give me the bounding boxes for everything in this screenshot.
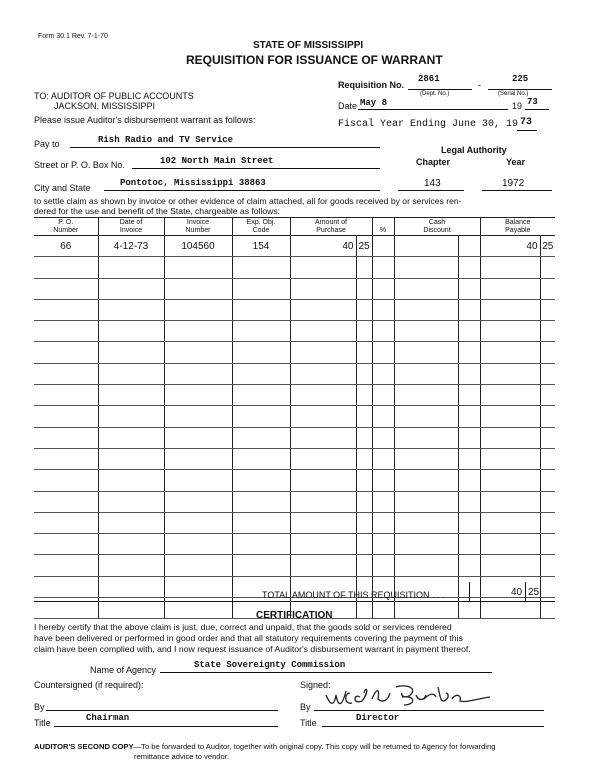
table-row — [34, 491, 555, 512]
table-row — [34, 534, 555, 555]
col-amount: Amount of Purchase — [290, 218, 372, 236]
settle-text-1: to settle claim as shown by invoice or other evidence of claim attached, all for goods received by or services ren- — [34, 196, 462, 206]
date-year-value: 73 — [527, 97, 538, 107]
certification-line-3: claim have been complied with, and I now request issuance of Auditor's disbursement warrant in payment thereof. — [34, 644, 471, 654]
to-line-2: JACKSON, MISSISSIPPI — [54, 101, 156, 111]
date-year-prefix: 19 — [512, 101, 523, 111]
col-invoice: Invoice Number — [164, 218, 232, 236]
row-invoice: 104560 — [164, 236, 232, 257]
footer-copy-text-1: —To be forwarded to Auditor, together with original copy. This copy will be returned to Agency for forwarding — [133, 742, 496, 751]
title-label-left: Title — [34, 718, 51, 728]
date-value: May 8 — [360, 98, 388, 108]
form-title: REQUISITION FOR ISSUANCE OF WARRANT — [186, 53, 443, 67]
signature — [320, 681, 530, 711]
serial-caption: (Serial No.) — [498, 91, 529, 97]
requisition-dash: - — [478, 80, 481, 90]
row-balance-dollars: 40 — [480, 236, 540, 257]
dept-caption: (Dept. No.) — [420, 91, 450, 97]
items-table — [34, 217, 555, 619]
row-exp: 154 — [232, 236, 290, 257]
total-cents: 25 — [528, 587, 540, 598]
footer-copy-text-2: remittance advice to vendor. — [134, 752, 229, 761]
title-value-right: Director — [356, 713, 400, 723]
dept-no-value: 2861 — [418, 74, 440, 84]
col-exp: Exp. Obj. Code — [232, 218, 290, 236]
requisition-label: Requisition No. — [338, 80, 404, 90]
total-label: TOTAL AMOUNT OF THIS REQUISITION . . . — [262, 590, 445, 600]
pay-to-label: Pay to — [34, 139, 60, 149]
serial-no-value: 225 — [512, 74, 529, 84]
table-row — [34, 406, 555, 427]
col-pct: % — [372, 218, 394, 236]
to-line-3: Please issue Auditor's disbursement warrant as follows: — [34, 115, 256, 125]
state-heading: STATE OF MISSISSIPPI — [253, 40, 364, 51]
by-label-right: By — [300, 702, 311, 712]
legal-year-label: Year — [506, 157, 526, 167]
chapter-label: Chapter — [416, 157, 451, 167]
city-label: City and State — [34, 183, 91, 193]
col-date: Date of Invoice — [98, 218, 164, 236]
by-label-left: By — [34, 702, 45, 712]
table-row — [34, 257, 555, 278]
row-date: 4-12-73 — [98, 236, 164, 257]
table-row — [34, 236, 555, 257]
row-amount-dollars: 40 — [290, 236, 356, 257]
row-amount-cents: 25 — [356, 236, 372, 257]
to-line-1: TO: AUDITOR OF PUBLIC ACCOUNTS — [34, 91, 194, 101]
city-value: Pontotoc, Mississippi 38863 — [120, 178, 266, 188]
countersigned-label: Countersigned (if required): — [34, 680, 144, 690]
col-po: P. O. Number — [34, 218, 98, 236]
certification-line-2: have been delivered or performed in good order and that all statutory requirements covering the payment of this — [34, 633, 463, 643]
legal-authority-heading: Legal Authority — [441, 145, 507, 155]
title-value-left: Chairman — [86, 713, 130, 723]
pay-to-value: Rish Radio and TV Service — [98, 135, 234, 145]
row-po: 66 — [34, 236, 98, 257]
certification-line-1: I hereby certify that the above claim is just, due, correct and unpaid, that the goods sold or services rendered — [34, 622, 452, 632]
fiscal-label: Fiscal Year Ending June 30, 19 — [338, 119, 519, 130]
table-row — [34, 299, 555, 320]
table-row — [34, 448, 555, 469]
table-row — [34, 363, 555, 384]
street-label: Street or P. O. Box No. — [34, 160, 125, 170]
table-row — [34, 342, 555, 363]
table-row — [34, 427, 555, 448]
fiscal-year-value: 73 — [520, 117, 533, 128]
title-label-right: Title — [300, 718, 317, 728]
date-label: Date — [338, 101, 358, 111]
table-row — [34, 385, 555, 406]
row-balance-cents: 25 — [540, 236, 555, 257]
col-balance: Balance Payable — [480, 218, 555, 236]
footer-copy-label: AUDITOR'S SECOND COPY — [34, 742, 134, 751]
form-number: Form 30.1 Rev. 7-1-70 — [38, 33, 108, 40]
certification-heading: CERTIFICATION — [256, 610, 333, 621]
table-row — [34, 278, 555, 299]
table-row — [34, 512, 555, 533]
signed-label: Signed: — [300, 680, 331, 690]
settle-text-2: dered for the use and benefit of the State, chargeable as follows: — [34, 206, 281, 216]
agency-name-label: Name of Agency — [90, 665, 157, 675]
legal-year-value: 1972 — [502, 178, 525, 189]
agency-name-value: State Sovereignty Commission — [194, 660, 346, 670]
street-value: 102 North Main Street — [160, 156, 274, 166]
table-row — [34, 321, 555, 342]
total-dollars: 40 — [511, 587, 523, 598]
table-row — [34, 470, 555, 491]
table-row — [34, 555, 555, 576]
footer-line-1 — [34, 742, 495, 751]
chapter-value: 143 — [424, 178, 441, 189]
col-cash: Cash Discount — [394, 218, 480, 236]
